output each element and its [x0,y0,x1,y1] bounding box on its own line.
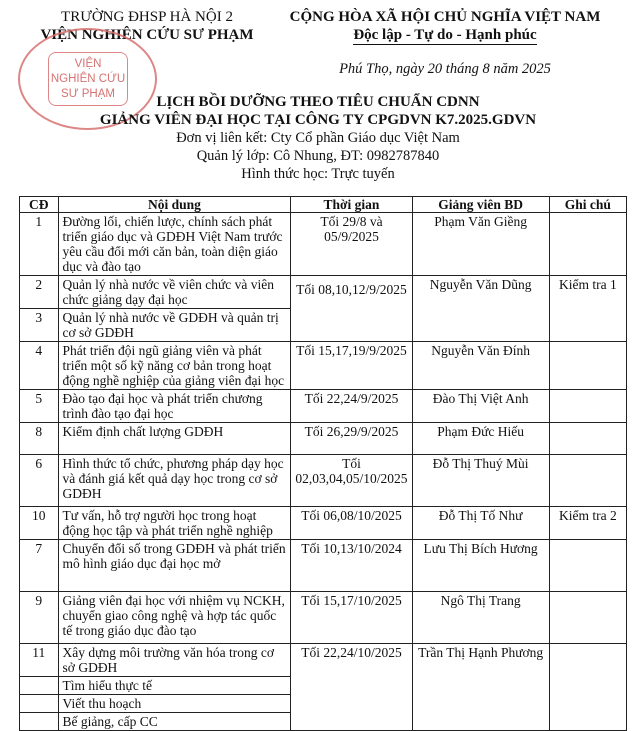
cell-cd: 1 [20,213,59,276]
cell-time: Tối 29/8 và 05/9/2025 [291,213,412,276]
cell-note [549,644,626,731]
document-title-line2: GIẢNG VIÊN ĐẠI HỌC TẠI CÔNG TY CPGDVN K7.2025.GDVN [99,112,537,128]
cell-content: Xây dựng môi trường văn hóa trong cơ sở GDĐH [58,644,291,677]
cell-cd: 2 [20,276,59,309]
table-row [20,507,627,540]
cell-cd: 3 [20,309,59,342]
cell-lecturer: Đỗ Thị Thuý Mùi [412,455,549,507]
cell-content: Kiểm định chất lượng GDĐH [58,423,291,455]
national-header [270,8,620,78]
cell-cd [20,713,59,731]
col-header-cd: CĐ [20,197,59,213]
cell-content: Bế giảng, cấp CC [58,713,291,731]
table-row [20,455,627,507]
cell-cd: 10 [20,507,59,540]
partner-unit: Đơn vị liên kết: Cty Cổ phần Giáo dục Việt Nam [176,130,460,146]
table-row [20,390,627,423]
university-name: TRƯỜNG ĐHSP HÀ NỘI 2 [61,9,233,25]
cell-content: Viết thu hoạch [58,695,291,713]
schedule-table [19,196,627,731]
seal-line: NGHIÊN CỨU [50,72,126,85]
cell-cd: 5 [20,390,59,423]
cell-time: Tối 08,10,12/9/2025 [291,276,412,342]
cell-time: Tối 22,24/9/2025 [291,390,412,423]
nation-title: CỘNG HÒA XÃ HỘI CHỦ NGHĨA VIỆT NAM [289,9,601,25]
institute-name: VIỆN NGHIÊN CỨU SƯ PHẠM [40,27,254,43]
cell-cd: 6 [20,455,59,507]
cell-lecturer: Ngô Thị Trang [412,592,549,644]
cell-content: Quản lý nhà nước về GDĐH và quản trị cơ sở GDĐH [58,309,291,342]
cell-time: Tối 15,17,19/9/2025 [291,342,412,390]
document-title-line1: LỊCH BỒI DƯỠNG THEO TIÊU CHUẨN CDNN [156,94,480,110]
cell-content: Phát triển đội ngũ giảng viên và phát triển một số kỹ năng cơ bản trong hoạt động nghề nghiệp của giảng viên đại học [58,342,291,390]
cell-note: Kiểm tra 1 [549,276,626,342]
cell-content: Quản lý nhà nước về viên chức và viên chức giảng dạy đại học [58,276,291,309]
col-header-content: Nội dung [58,197,291,213]
col-header-lecturer: Giảng viên BD [412,197,549,213]
table-row [20,213,627,276]
cell-lecturer: Đỗ Thị Tố Như [412,507,549,540]
col-header-time: Thời gian [291,197,412,213]
table-row [20,342,627,390]
cell-lecturer: Nguyễn Văn Dũng [412,276,549,342]
cell-lecturer: Trần Thị Hạnh Phương [412,644,549,731]
cell-content: Tìm hiểu thực tế [58,677,291,695]
table-row [20,592,627,644]
cell-lecturer: Lưu Thị Bích Hương [412,540,549,592]
cell-lecturer: Phạm Văn Giềng [412,213,549,276]
table-row [20,540,627,592]
cell-content: Đường lối, chiến lược, chính sách phát triển giáo dục và GDĐH Việt Nam trước yêu cầu đổi mới căn bản, toàn diện giáo dục và đào tạo [58,213,291,276]
cell-time: Tối 26,29/9/2025 [291,423,412,455]
seal-line: VIỆN [74,57,102,70]
cell-note [549,213,626,276]
study-format: Hình thức học: Trực tuyến [241,166,395,182]
cell-cd [20,677,59,695]
cell-cd: 11 [20,644,59,677]
cell-note [549,423,626,455]
cell-content: Chuyển đổi số trong GDĐH và phát triển mô hình giáo dục đại học mở [58,540,291,592]
cell-cd: 4 [20,342,59,390]
table-row [20,423,627,455]
cell-note [549,592,626,644]
cell-content: Hình thức tổ chức, phương pháp dạy học và đánh giá kết quả dạy học trong cơ sở GDĐH [58,455,291,507]
national-motto: Độc lập - Tự do - Hạnh phúc [353,27,537,43]
cell-time: Tối 06,08/10/2025 [291,507,412,540]
cell-cd [20,695,59,713]
cell-time: Tối 22,24/10/2025 [291,644,412,731]
cell-lecturer: Phạm Đức Hiếu [412,423,549,455]
cell-note: Kiểm tra 2 [549,507,626,540]
table-row [20,276,627,309]
table-row [20,644,627,677]
cell-note [549,540,626,592]
table-header-row [20,197,627,213]
seal-line: SƯ PHẠM [61,87,115,100]
cell-cd: 7 [20,540,59,592]
cell-lecturer: Đào Thị Việt Anh [412,390,549,423]
cell-content: Tư vấn, hỗ trợ người học trong hoạt động học tập và phát triển nghề nghiệp [58,507,291,540]
cell-content: Giảng viên đại học với nhiệm vụ NCKH, chuyển giao công nghệ và hợp tác quốc tế trong giáo dục đào tạo [58,592,291,644]
cell-note [549,342,626,390]
cell-cd: 9 [20,592,59,644]
cell-lecturer: Nguyễn Văn Đính [412,342,549,390]
document-date: Phú Thọ, ngày 20 tháng 8 năm 2025 [339,61,551,77]
cell-content: Đào tạo đại học và phát triển chương trình đào tạo đại học [58,390,291,423]
cell-cd: 8 [20,423,59,455]
cell-note [549,390,626,423]
class-manager: Quản lý lớp: Cô Nhung, ĐT: 0982787840 [196,148,440,164]
cell-time: Tối 10,13/10/2024 [291,540,412,592]
col-header-note: Ghi chú [549,197,626,213]
cell-time: Tối 02,03,04,05/10/2025 [291,455,412,507]
cell-time: Tối 15,17/10/2025 [291,592,412,644]
cell-note [549,455,626,507]
